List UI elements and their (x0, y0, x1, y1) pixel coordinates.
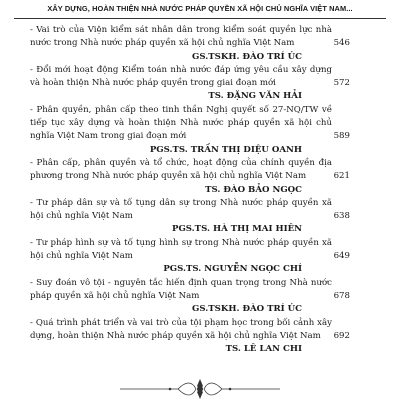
table-of-contents (30, 24, 380, 356)
toc-page-number: 692 (333, 330, 350, 341)
toc-entry[interactable] (30, 237, 380, 264)
toc-page-number: 572 (333, 78, 350, 89)
toc-author: TS. ĐẶNG VĂN HẢI (208, 91, 302, 102)
toc-page-number: 621 (333, 171, 350, 182)
toc-entry-title: - Vai trò của Viện kiểm sát nhân dân trong kiểm soát quyền lực nhà nước trong Nhà nước pháp quyền xã hội chủ nghĩa Việt Nam (30, 25, 332, 49)
toc-entry[interactable] (30, 197, 380, 224)
toc-entry[interactable] (30, 104, 380, 144)
toc-page-number: 678 (333, 290, 350, 301)
toc-author: TS. LÊ LAN CHI (225, 344, 302, 355)
toc-author: GS.TSKH. ĐÀO TRÍ ÚC (192, 51, 302, 62)
toc-entry-title: - Đổi mới hoạt động Kiểm toán nhà nước đáp ứng yêu cầu xây dựng và hoàn thiện Nhà nước pháp quyền trong giai đoạn mới (30, 64, 332, 89)
toc-entry[interactable] (30, 64, 380, 91)
toc-entry-title: - Phân cấp, phân quyền và tổ chức, hoạt động của chính quyền địa phương trong Nhà nước pháp quyền xã hội chủ nghĩa Việt Nam (30, 157, 332, 182)
toc-entry[interactable] (30, 157, 380, 184)
toc-page-number: 589 (333, 131, 350, 142)
toc-author: PGS.TS. NGUYỄN NGỌC CHÍ (163, 264, 302, 275)
toc-page-number: 638 (333, 211, 350, 222)
toc-author: GS.TSKH. ĐÀO TRÍ ÚC (192, 304, 302, 315)
toc-author: PGS.TS. TRẦN THỊ DIỆU OANH (149, 144, 302, 155)
toc-entry[interactable] (30, 24, 380, 51)
toc-page-number: 546 (333, 38, 350, 49)
toc-author: TS. ĐÀO BẢO NGỌC (205, 184, 302, 195)
toc-author: PGS.TS. HÀ THỊ MAI HIÊN (171, 224, 302, 235)
toc-entry-title: - Suy đoán vô tội - nguyên tắc hiến định quan trọng trong Nhà nước pháp quyền xã hội chủ nghĩa Việt Nam (30, 277, 332, 301)
toc-entry[interactable] (30, 277, 380, 304)
toc-entry-title: - Tư pháp hình sự và tố tụng hình sự trong Nhà nước pháp quyền xã hội chủ nghĩa Việt Nam (30, 237, 332, 262)
running-header: XÂY DỰNG, HOÀN THIỆN NHÀ NƯỚC PHÁP QUYỀN XÃ HỘI CHỦ NGHĨA VIỆT NAM... (14, 0, 386, 19)
toc-entry[interactable] (30, 317, 380, 344)
toc-entry-title: - Quá trình phát triển và vai trò của tội phạm học trong bối cảnh xây dựng, hoàn thiện Nhà nước pháp quyền xã hội chủ nghĩa Việt Nam (30, 317, 332, 341)
decorative-ornament (0, 377, 400, 400)
toc-entry-title: - Phân quyền, phân cấp theo tinh thần Nghị quyết số 27-NQ/TW về tiếp tục xây dựng và hoàn thiện Nhà nước pháp quyền xã hội chủ nghĩa Việt Nam trong giai đoạn mới (30, 104, 332, 142)
toc-page-number: 649 (333, 251, 350, 262)
toc-entry-title: - Tư pháp dân sự và tố tụng dân sự trong Nhà nước pháp quyền xã hội chủ nghĩa Việt Nam (30, 197, 332, 222)
